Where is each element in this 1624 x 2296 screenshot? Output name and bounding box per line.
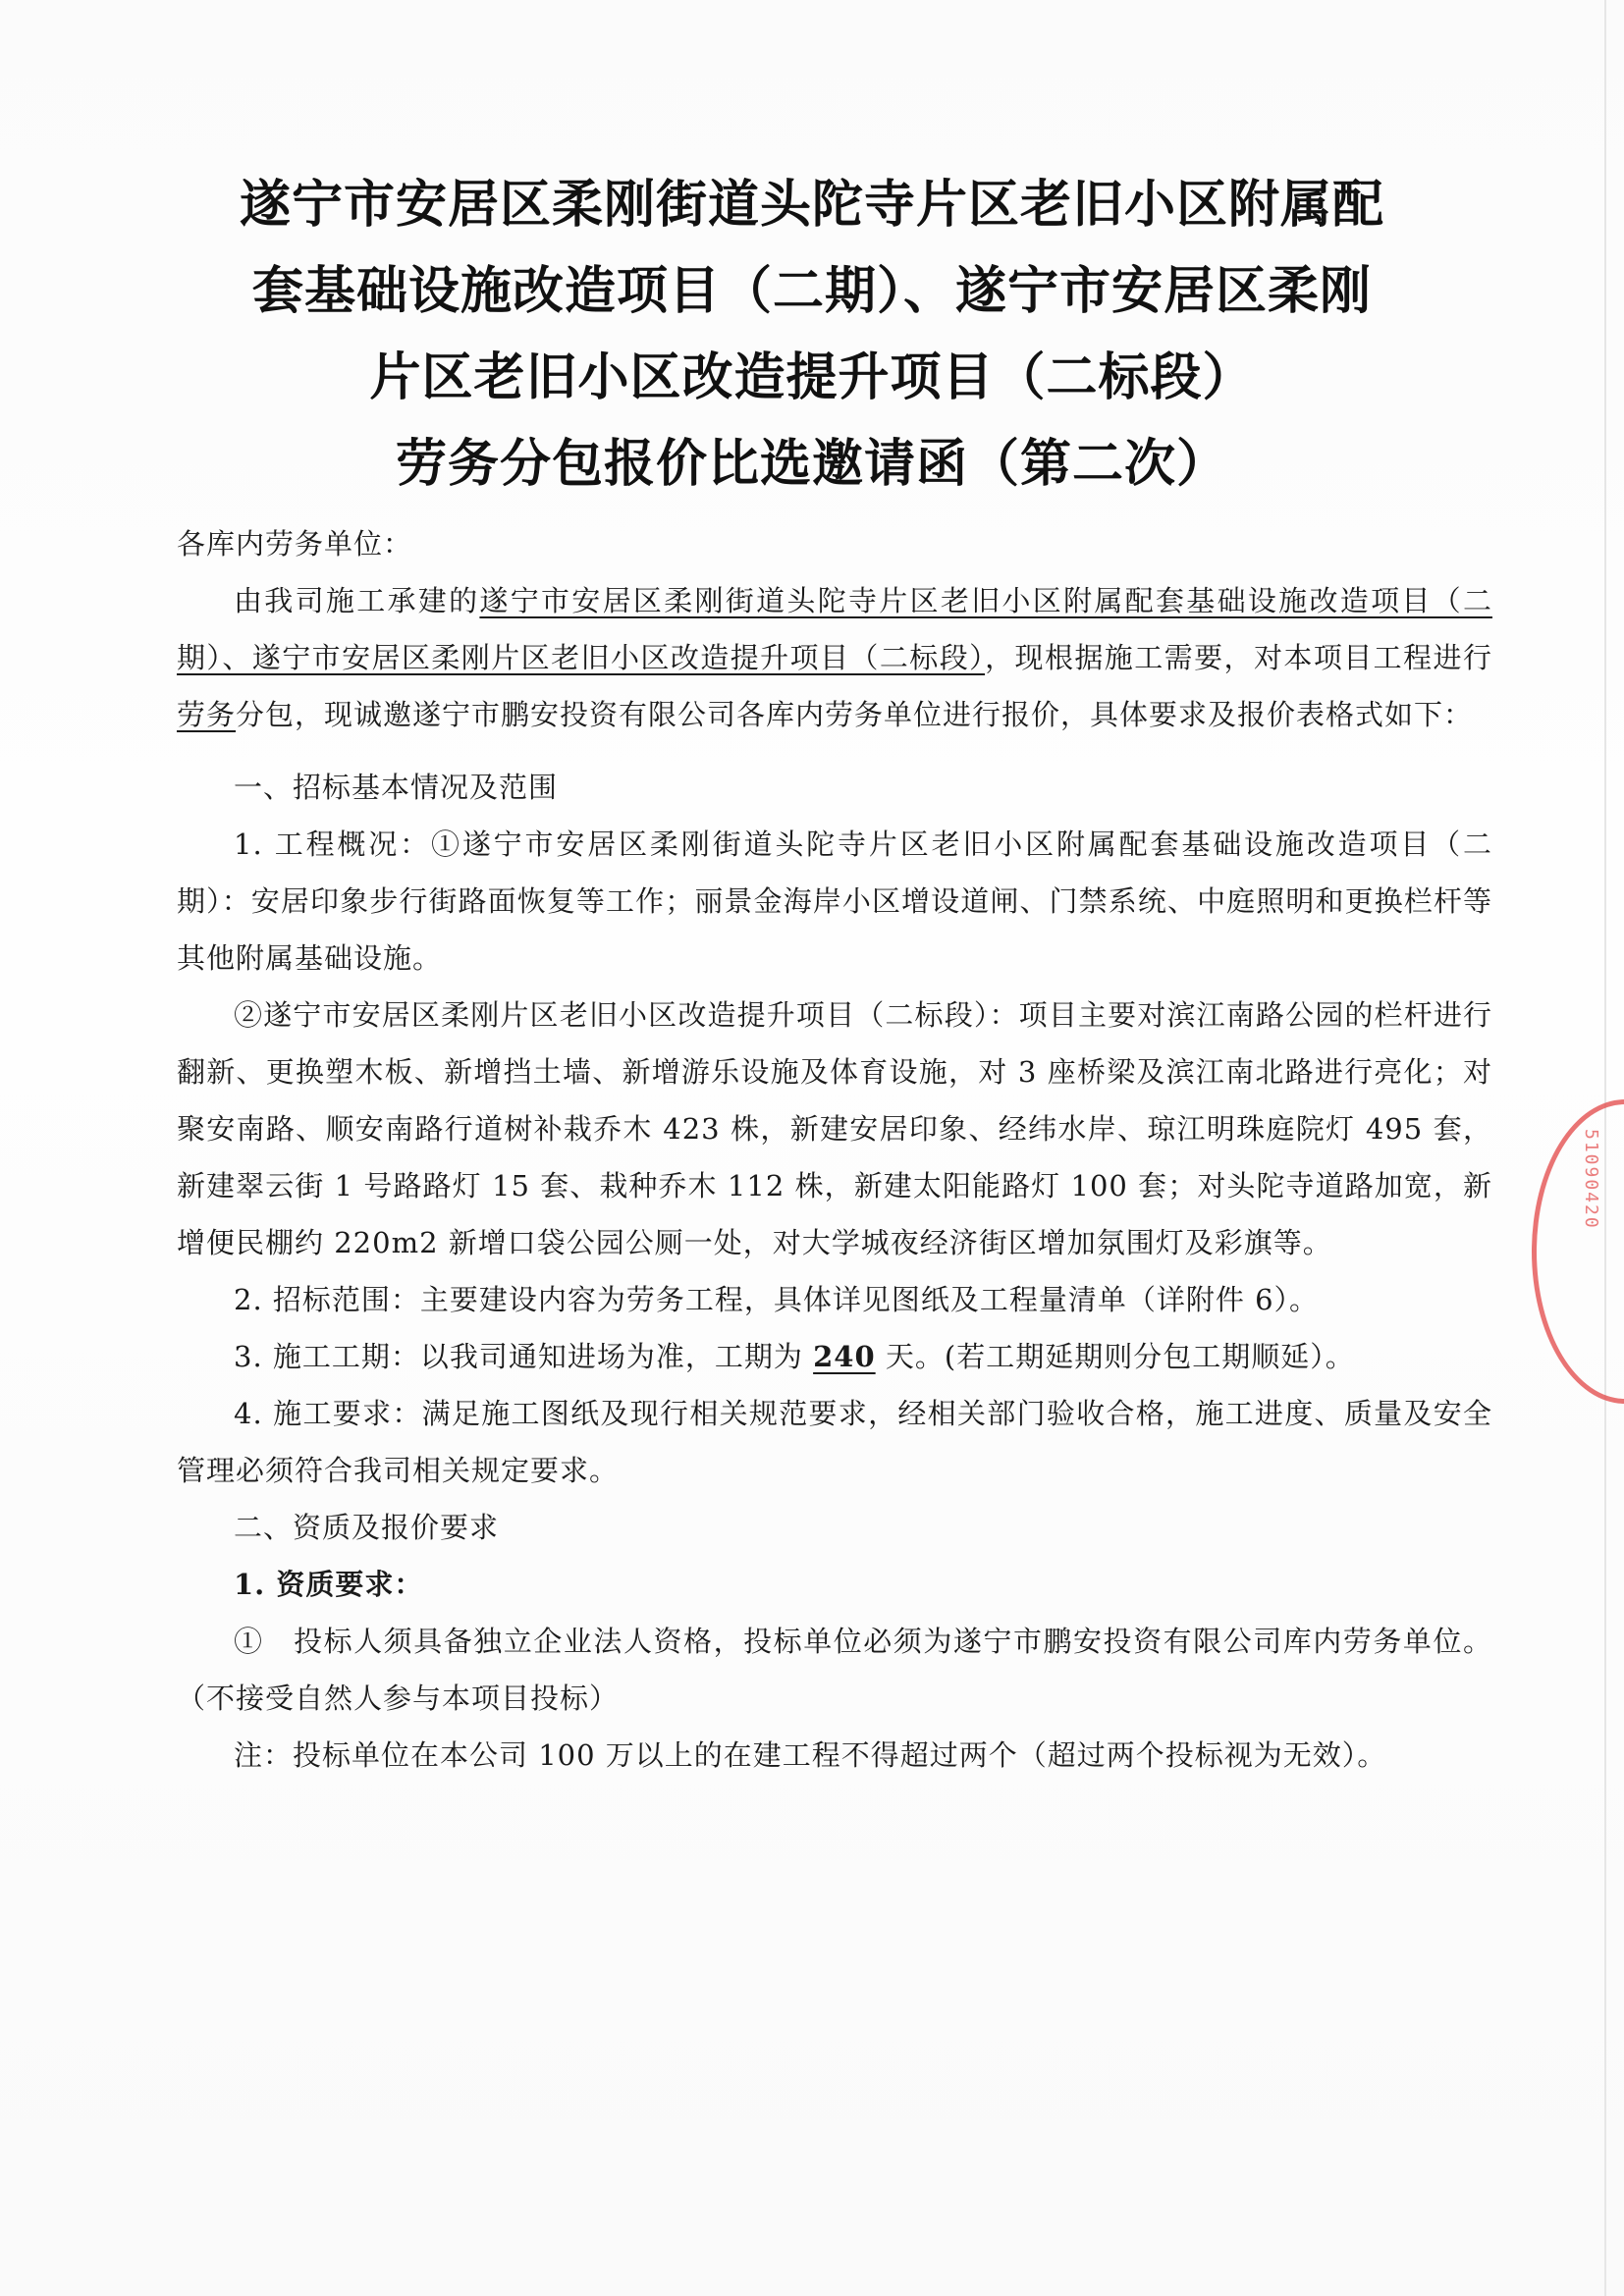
item3-days: 240 <box>813 1340 876 1373</box>
intro-mid: ，现根据施工需要，对本项目工程进行 <box>985 641 1492 674</box>
section1-item1: 1. 工程概况：①遂宁市安居区柔刚街道头陀寺片区老旧小区附属配套基础设施改造项目（二期）：安居印象步行街路面恢复等工作；丽景金海岸小区增设道闸、门禁系统、中庭照明和更换栏杆等其他附属基础设施。 <box>177 828 1492 975</box>
section1-item4: 4. 施工要求：满足施工图纸及现行相关规范要求，经相关部门验收合格，施工进度、质量及安全管理必须符合我司相关规定要求。 <box>177 1397 1492 1487</box>
section2-sub1: 1. 资质要求： <box>234 1568 424 1601</box>
official-seal <box>1532 1099 1624 1404</box>
section2-heading: 二、资质及报价要求 <box>234 1511 500 1544</box>
section1-heading: 一、招标基本情况及范围 <box>234 771 559 804</box>
intro-project-name: 遂宁市安居区柔刚街道头陀寺片区老旧小区附属配套基础设施改造项目（二期）、遂宁市安居区柔刚片区老旧小区改造提升项目（二标段） <box>177 584 1492 674</box>
title-line-1: 遂宁市安居区柔刚街道头陀寺片区老旧小区附属配 <box>239 176 1384 235</box>
title-line-2: 套基础设施改造项目（二期）、遂宁市安居区柔刚 <box>251 262 1372 321</box>
section2-req1: ① 投标人须具备独立企业法人资格，投标单位必须为遂宁市鹏安投资有限公司库内劳务单位。（不接受自然人参与本项目投标） <box>177 1625 1492 1715</box>
section1-item2: 2. 招标范围：主要建设内容为劳务工程，具体详见图纸及工程量清单（详附件 6）。 <box>234 1283 1320 1316</box>
document-title <box>157 162 1467 507</box>
item3-pre: 3. 施工工期：以我司通知进场为准，工期为 <box>234 1340 814 1373</box>
seal-number: 51090420 <box>1581 1129 1601 1230</box>
title-line-4: 劳务分包报价比选邀请函（第二次） <box>395 435 1228 494</box>
intro-paragraph <box>177 572 1492 743</box>
spacer <box>177 743 1492 759</box>
document-body <box>177 515 1492 1784</box>
intro-pre: 由我司施工承建的 <box>234 584 480 617</box>
section1-item3 <box>177 1328 1492 1385</box>
intro-labor: 劳务 <box>177 698 237 731</box>
section1-item1b: ②遂宁市安居区柔刚片区老旧小区改造提升项目（二标段）：项目主要对滨江南路公园的栏杆进行翻新、更换塑木板、新增挡土墙、新增游乐设施及体育设施，对 3 座桥梁及滨江南北路进行亮化；对聚安南路、顺安南路行道树补栽乔木 423 株，新建安居印象、经纬水岸、琼江明珠庭院灯 495 套，新建翠云街 1 号路路灯 15 套、栽种乔木 112 株，新建太阳能路灯 100 套；对头陀寺道路加宽，新增便民棚约 220m2 新增口袋公园公厕一处，对大学城夜经济街区增加氛围灯及彩旗等。 <box>177 998 1492 1259</box>
salutation: 各库内劳务单位： <box>177 527 413 561</box>
intro-post: 分包，现诚邀遂宁市鹏安投资有限公司各库内劳务单位进行报价，具体要求及报价表格式如下： <box>236 698 1474 731</box>
title-line-3: 片区老旧小区改造提升项目（二标段） <box>369 348 1255 407</box>
item3-post: 天。(若工期延期则分包工期顺延）。 <box>875 1340 1355 1373</box>
section2-note: 注：投标单位在本公司 100 万以上的在建工程不得超过两个（超过两个投标视为无效）。 <box>234 1738 1387 1772</box>
